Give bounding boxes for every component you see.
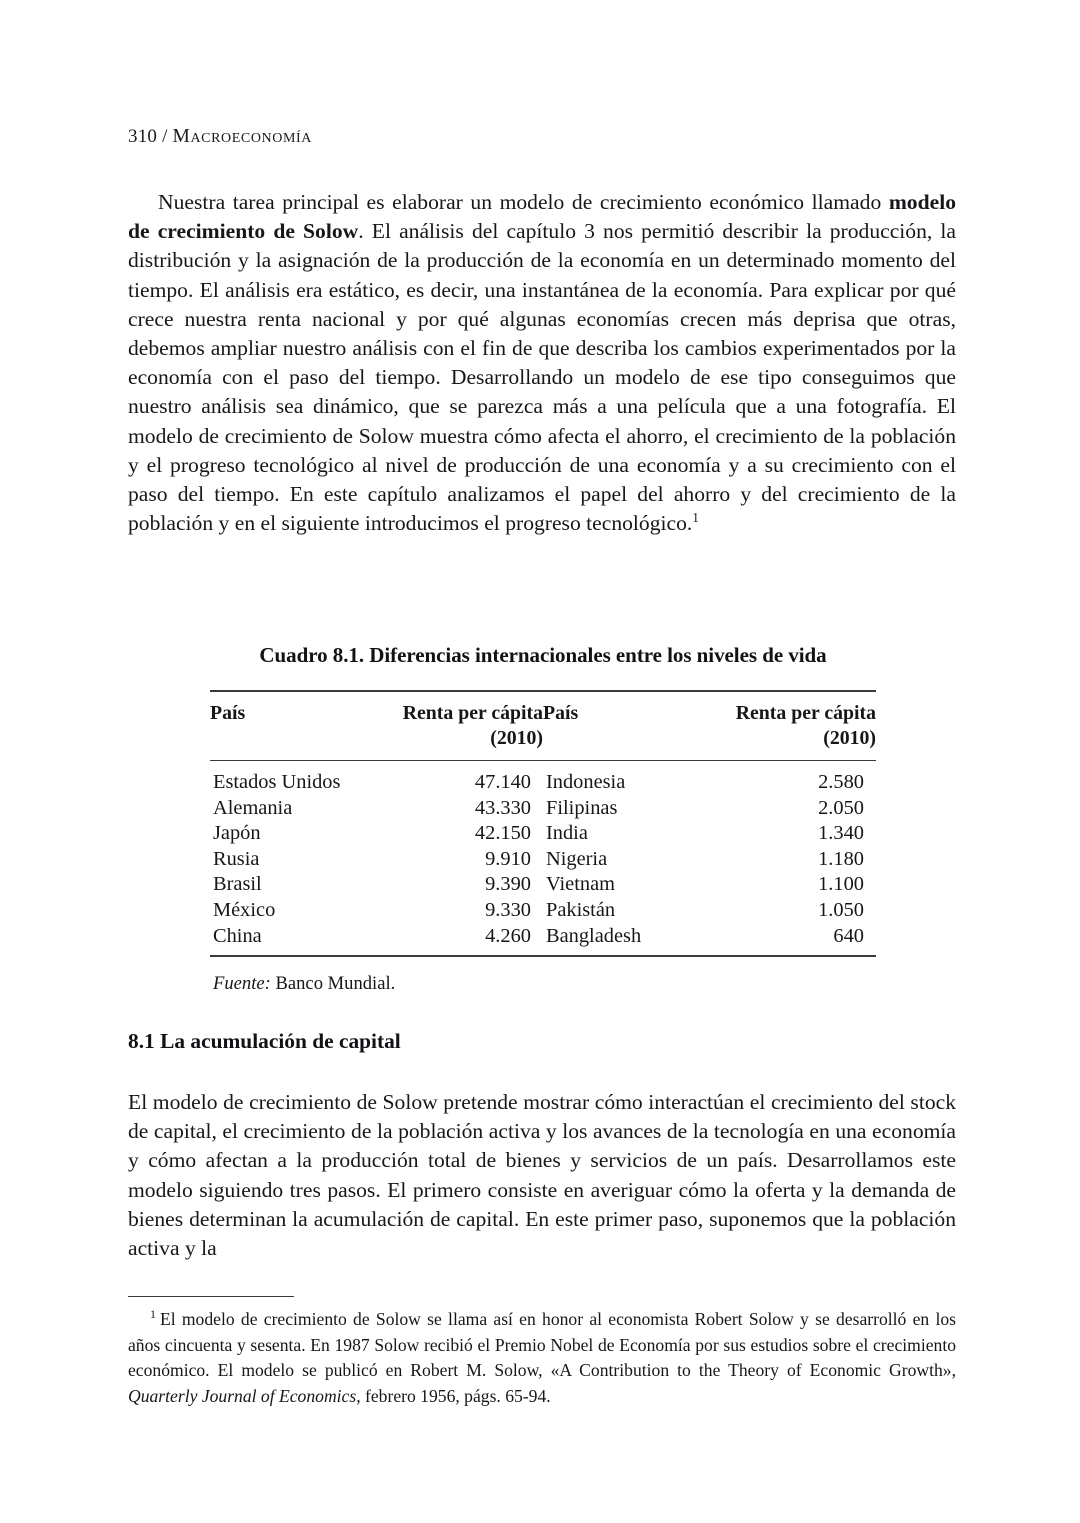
- cell-country-right: Indonesia: [543, 761, 711, 796]
- cell-income-right: 1.100: [818, 873, 864, 896]
- cell-income-right: 1.050: [818, 898, 864, 921]
- table-row: [210, 872, 876, 898]
- table-block: [210, 643, 876, 995]
- book-title: Macroeconomía: [172, 126, 312, 147]
- footnote-separator-rule: [128, 1296, 294, 1297]
- cell-country-left: Brasil: [213, 873, 262, 896]
- paragraph-capital: El modelo de crecimiento de Solow pretende mostrar cómo interactúan el crecimiento del stock de capital, el crecimiento de la población activa y los avances de la tecnología en una economía y cómo afectan a la producción total de bienes y servicios de un país. Desarrollamos este modelo siguiendo tres pasos. El primero consiste en averiguar cómo la oferta y la demanda de bienes determinan la acumulación de capital. En este primer paso, suponemos que la población activa y la: [128, 1090, 956, 1261]
- cell-income-right: 1.340: [818, 822, 864, 845]
- cell-income-left: 9.390: [485, 873, 531, 896]
- cell-country-right: Bangladesh: [543, 923, 711, 956]
- cell-country-left: China: [210, 923, 378, 956]
- header-country-right-spacer: [543, 726, 711, 761]
- cell-income-left: 9.330: [485, 898, 531, 921]
- table-row: [210, 761, 876, 796]
- header-country-left-spacer: [210, 726, 378, 761]
- cell-country-left: Estados Unidos: [210, 761, 378, 796]
- page-folio: 310: [128, 126, 158, 147]
- footnote-part2: , febrero 1956, págs. 65-94.: [356, 1385, 551, 1406]
- paragraph-intro: [128, 188, 956, 538]
- paragraph-intro-container: [128, 188, 956, 538]
- cell-country-left: Japón: [213, 822, 261, 845]
- table-row: [210, 897, 876, 923]
- cell-country-left: Alemania: [213, 796, 293, 819]
- header-country-left: País: [210, 691, 378, 726]
- table-source-value: Banco Mundial.: [275, 973, 396, 995]
- cell-country-left: Rusia: [213, 847, 260, 870]
- header-country-right: País: [543, 691, 711, 726]
- cell-country-right: Nigeria: [546, 847, 608, 870]
- table-caption: Cuadro 8.1. Diferencias internacionales entre los niveles de vida: [259, 643, 827, 667]
- cell-country-left: México: [213, 898, 276, 921]
- cell-income-left: 42.150: [474, 822, 531, 845]
- paragraph-intro-part2: . El análisis del capítulo 3 nos permitió describir la producción, la distribución y la asignación de la producción de la economía en un determinado momento del tiempo. El análisis era estático, es decir, una instantánea de la economía. Para explicar por qué crece nuestra renta nacional y por qué algunas economías crecen más deprisa que otras, debemos ampliar nuestro análisis con el fin de que describa los cambios experimentados por la economía con el paso del tiempo. Desarrollando un modelo de ese tipo conseguimos que nuestro análisis sea dinámico, que se parezca más a una película que a una fotografía. El modelo de crecimiento de Solow muestra cómo afecta el ahorro, el crecimiento de la población y el progreso tecnológico al nivel de producción de una economía y a su crecimiento con el paso del tiempo. En este capítulo analizamos el papel del ahorro y del crecimiento de la población y en el siguiente introducimos el progreso tecnológico.: [128, 219, 956, 536]
- footnote-text: [128, 1307, 956, 1409]
- table-header-row-2: [210, 726, 876, 761]
- paragraph-capital-container: [128, 1088, 956, 1263]
- footnote-reference-marker: 1: [692, 510, 699, 526]
- cell-income-left: 47.140: [378, 761, 543, 796]
- footnote-journal-title: Quarterly Journal of Economics: [128, 1385, 357, 1406]
- cell-income-left: 9.910: [485, 847, 531, 870]
- cell-country-right: India: [546, 822, 588, 845]
- cell-income-right: 2.050: [818, 796, 864, 819]
- table-row: [210, 821, 876, 847]
- cell-country-right: Filipinas: [546, 796, 618, 819]
- cell-income-right: 2.580: [711, 761, 876, 796]
- running-head-separator: /: [162, 126, 168, 147]
- table-source: [210, 973, 876, 995]
- table-body: [210, 761, 876, 957]
- living-standards-table: [210, 690, 876, 957]
- footnote-part1: El modelo de crecimiento de Solow se llama así en honor al economista Robert Solow y se desarrolló en los años cincuenta y sesenta. En 1987 Solow recibió el Premio Nobel de Economía por sus estudios sobre el crecimiento económico. El modelo se publicó en Robert M. Solow, «A Contribution to the Theory of Economic Growth»,: [128, 1309, 956, 1381]
- table-header-row-1: [210, 691, 876, 726]
- header-income-left-year: (2010): [490, 727, 543, 749]
- header-income-right: Renta per cápita: [711, 691, 876, 726]
- section-heading-8-1: 8.1 La acumulación de capital: [128, 1029, 401, 1053]
- table-row: [210, 795, 876, 821]
- header-income-left: Renta per cápita: [378, 691, 543, 726]
- paragraph-intro-part1: Nuestra tarea principal es elaborar un modelo de crecimiento económico llamado: [158, 190, 889, 214]
- footnote-area: [128, 1296, 956, 1409]
- table-header: [210, 691, 876, 761]
- cell-country-right: Vietnam: [546, 873, 615, 896]
- header-income-right-year: (2010): [823, 727, 876, 749]
- cell-income-right: 1.180: [818, 847, 864, 870]
- cell-income-left: 4.260: [378, 923, 543, 956]
- cell-income-right: 640: [711, 923, 876, 956]
- bold-term-solow-model: modelo de crecimiento de Solow: [128, 190, 956, 244]
- table-row: [210, 846, 876, 872]
- footnote-number: 1: [150, 1307, 156, 1322]
- cell-income-left: 43.330: [474, 796, 531, 819]
- table-row: [210, 923, 876, 956]
- running-head: [128, 126, 312, 148]
- table-source-label: Fuente:: [213, 973, 271, 995]
- cell-country-right: Pakistán: [546, 898, 616, 921]
